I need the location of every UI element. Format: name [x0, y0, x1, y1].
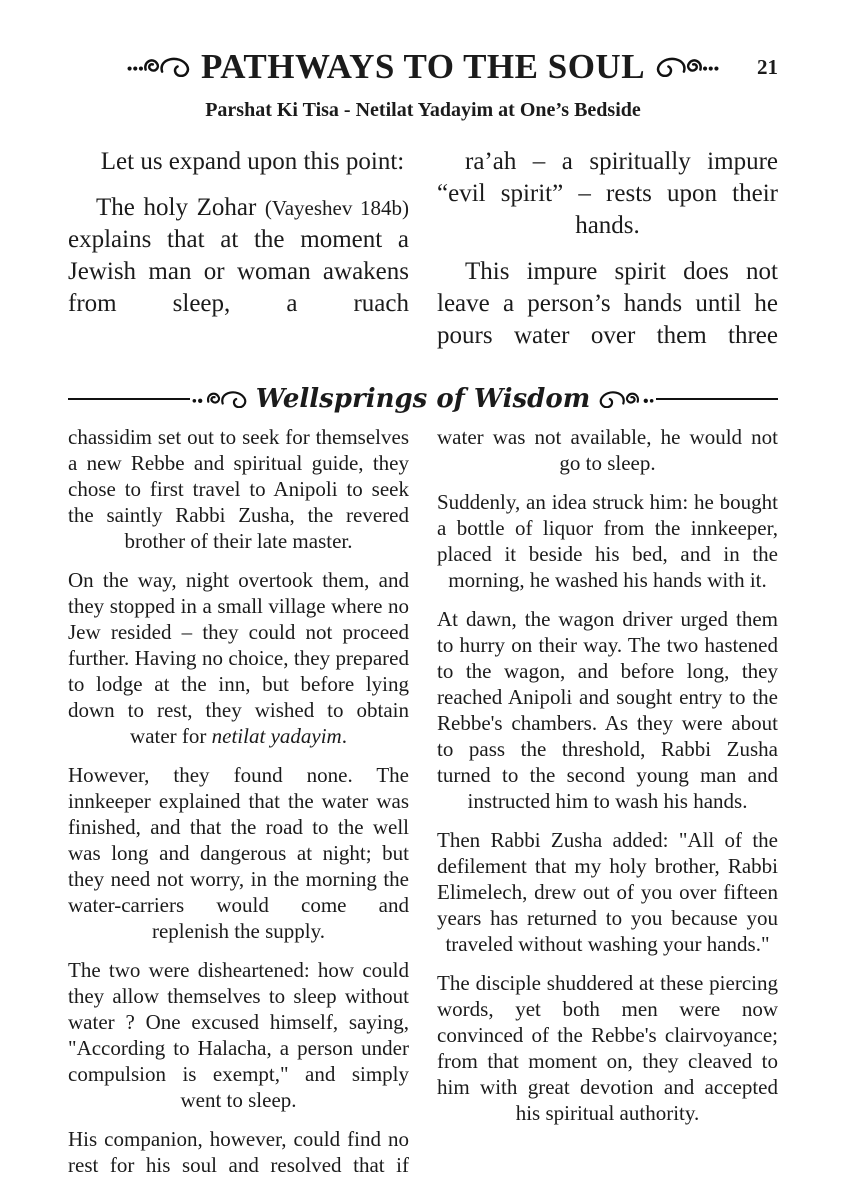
- paragraph: Suddenly, an idea struck him: he bought a bottle of liquor from the innkeeper, placed it beside his bed, and in the morning, he washed his hands with it.: [437, 490, 778, 592]
- italic-term: netilat yadayim: [211, 724, 342, 748]
- divider-rule: [656, 398, 778, 400]
- paragraph: water was not available, he would not go to sleep.: [437, 425, 778, 475]
- page-number: 21: [757, 55, 778, 79]
- wellsprings-section: [68, 424, 778, 1191]
- paragraph: ra’ah – a spiritually impure “evil spirit” – rests upon their hands.: [437, 148, 778, 239]
- paragraph: His companion, however, could find no rest for his soul and resolved that if: [68, 1127, 409, 1177]
- page-header: [68, 42, 778, 122]
- wellsprings-divider: [68, 386, 778, 412]
- paragraph-text: .: [341, 724, 347, 748]
- paragraph: Then Rabbi Zusha added: "All of the defilement that my holy brother, Rabbi Elimelech, drew out of you over fifteen years has returned to you because you traveled without washing your hands.": [437, 828, 778, 956]
- flourish-icon: [598, 390, 654, 408]
- main-right-column: [437, 146, 778, 366]
- paragraph: [68, 192, 409, 320]
- wellsprings-heading: Wellsprings of Wisdom: [255, 384, 591, 414]
- flourish-icon: [127, 56, 191, 77]
- paragraph: The two were disheartened: how could they allow themselves to sleep without water ? One excused himself, saying, "According to Halacha, a person under compulsion is exempt," and simply went to sleep.: [68, 958, 409, 1112]
- main-text-section: [68, 146, 778, 366]
- paragraph-text: On the way, night overtook them, and they stopped in a small village where no Jew resided – they could not proceed further. Having no choice, they prepared to lodge at the inn, but before lying down to rest, they wished to obtain water for: [68, 568, 409, 748]
- flourish-icon: [655, 56, 719, 77]
- paragraph: [68, 567, 409, 749]
- divider-rule: [68, 398, 190, 400]
- page-title: PATHWAYS TO THE SOUL: [200, 46, 646, 86]
- flourish-icon: [192, 390, 248, 408]
- paragraph-text: explains that at the moment a Jewish man or woman awakens from sleep, a ruach: [68, 226, 409, 317]
- paragraph: The disciple shuddered at these piercing words, yet both men were now convinced of the Rebbe's clairvoyance; from that moment on, they cleaved to him with great devotion and accepted his spiritual authority.: [437, 971, 778, 1125]
- citation-text: (Vayeshev 184b): [264, 196, 409, 220]
- paragraph: This impure spirit does not leave a person’s hands until he pours water over them three: [437, 258, 778, 349]
- paragraph: At dawn, the wagon driver urged them to hurry on their way. The two hastened to the wagon, and before long, they reached Anipoli and sought entry to the Rebbe's chambers. As they were about to pass the threshold, Rabbi Zusha turned to the second young man and instructed him to wash his hands.: [437, 607, 778, 813]
- title-row: [68, 42, 778, 90]
- story-left-column: [68, 424, 409, 1191]
- paragraph: chassidim set out to seek for themselves a new Rebbe and spiritual guide, they chose to first travel to Anipoli to seek the saintly Rabbi Zusha, the revered brother of their late master.: [68, 425, 409, 553]
- main-left-column: [68, 146, 409, 366]
- page-subtitle: Parshat Ki Tisa - Netilat Yadayim at One’s Bedside: [205, 99, 641, 121]
- paragraph: However, they found none. The innkeeper explained that the water was finished, and that the road to the well was long and dangerous at night; but they need not worry, in the morning the water-carriers would come and replenish the supply.: [68, 763, 409, 943]
- paragraph-text: The holy Zohar: [96, 194, 265, 221]
- paragraph: Let us expand upon this point:: [100, 148, 405, 175]
- story-right-column: [437, 424, 778, 1191]
